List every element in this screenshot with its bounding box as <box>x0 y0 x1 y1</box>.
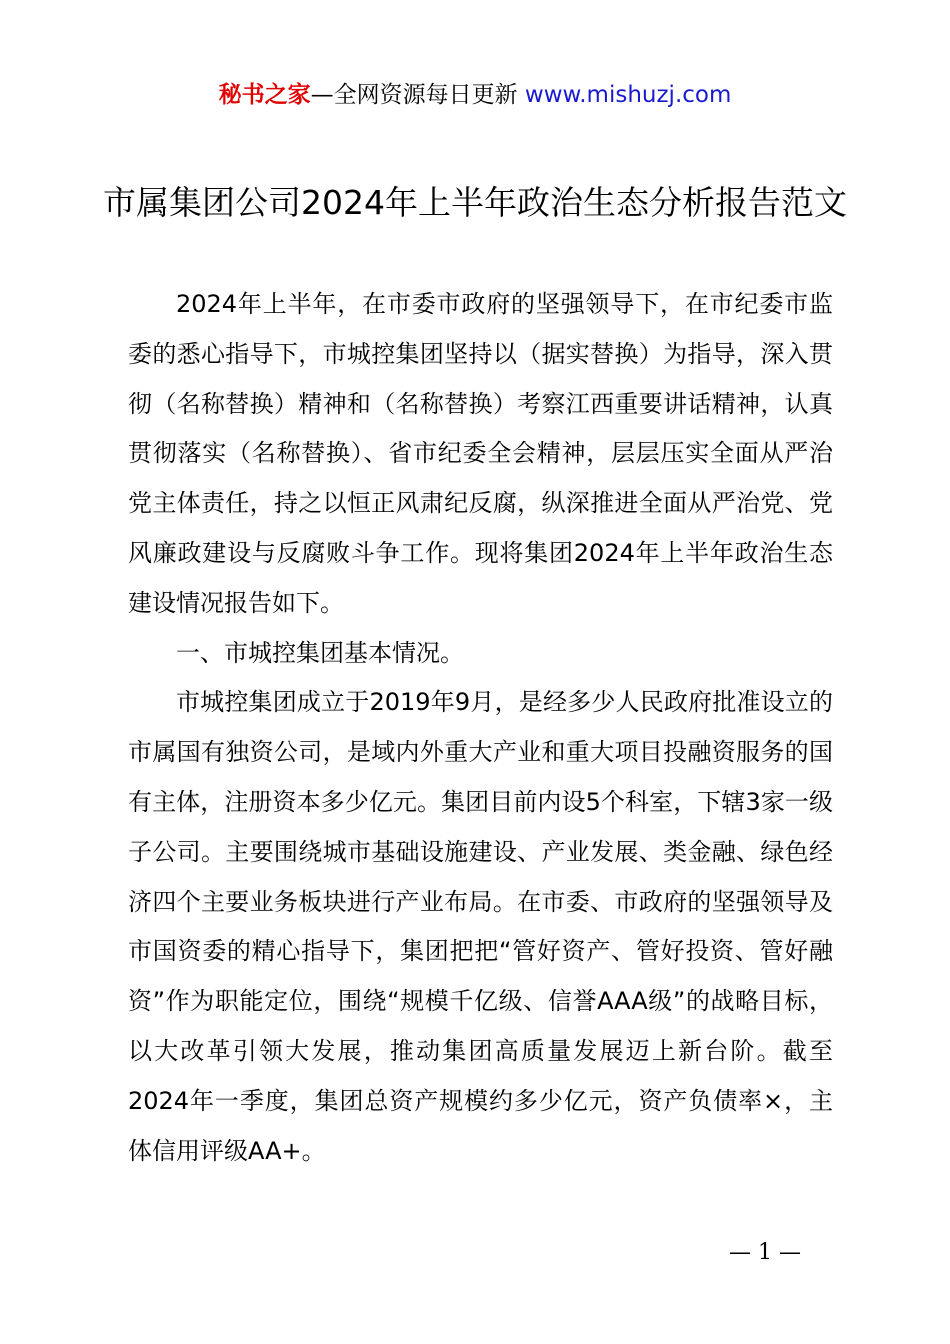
page-number: — 1 — <box>729 1240 801 1265</box>
site-banner <box>0 78 950 112</box>
site-url-link[interactable]: www.mishuzj.com <box>524 82 732 108</box>
document-body <box>128 280 833 1176</box>
site-slogan: —全网资源每日更新 <box>310 82 518 108</box>
intro-paragraph: 2024年上半年，在市委市政府的坚强领导下，在市纪委市监委的悉心指导下，市城控集团坚持以（据实替换）为指导，深入贯彻（名称替换）精神和（名称替换）考察江西重要讲话精神，认真贯彻落实（名称替换）、省市纪委全会精神，层层压实全面从严治党主体责任，持之以恒正风肃纪反腐，纵深推进全面从严治党、党风廉政建设与反腐败斗争工作。现将集团2024年上半年政治生态建设情况报告如下。 <box>128 290 833 617</box>
body-paragraph: 市城控集团成立于2019年9月，是经多少人民政府批准设立的市属国有独资公司，是域内外重大产业和重大项目投融资服务的国有主体，注册资本多少亿元。集团目前内设5个科室，下辖3家一级子公司。主要围绕城市基础设施建设、产业发展、类金融、绿色经济四个主要业务板块进行产业布局。在市委、市政府的坚强领导及市国资委的精心指导下，集团把把“管好资产、管好投资、管好融资”作为职能定位，围绕“规模千亿级、信誉AAA级”的战略目标，以大改革引领大发展，推动集团高质量发展迈上新台阶。截至2024年一季度，集团总资产规模约多少亿元，资产负债率×，主体信用评级AA+。 <box>128 688 833 1165</box>
section-heading: 一、市城控集团基本情况。 <box>176 638 464 667</box>
site-name: 秘书之家 <box>218 82 311 108</box>
document-title: 市属集团公司2024年上半年政治生态分析报告范文 <box>103 183 847 222</box>
